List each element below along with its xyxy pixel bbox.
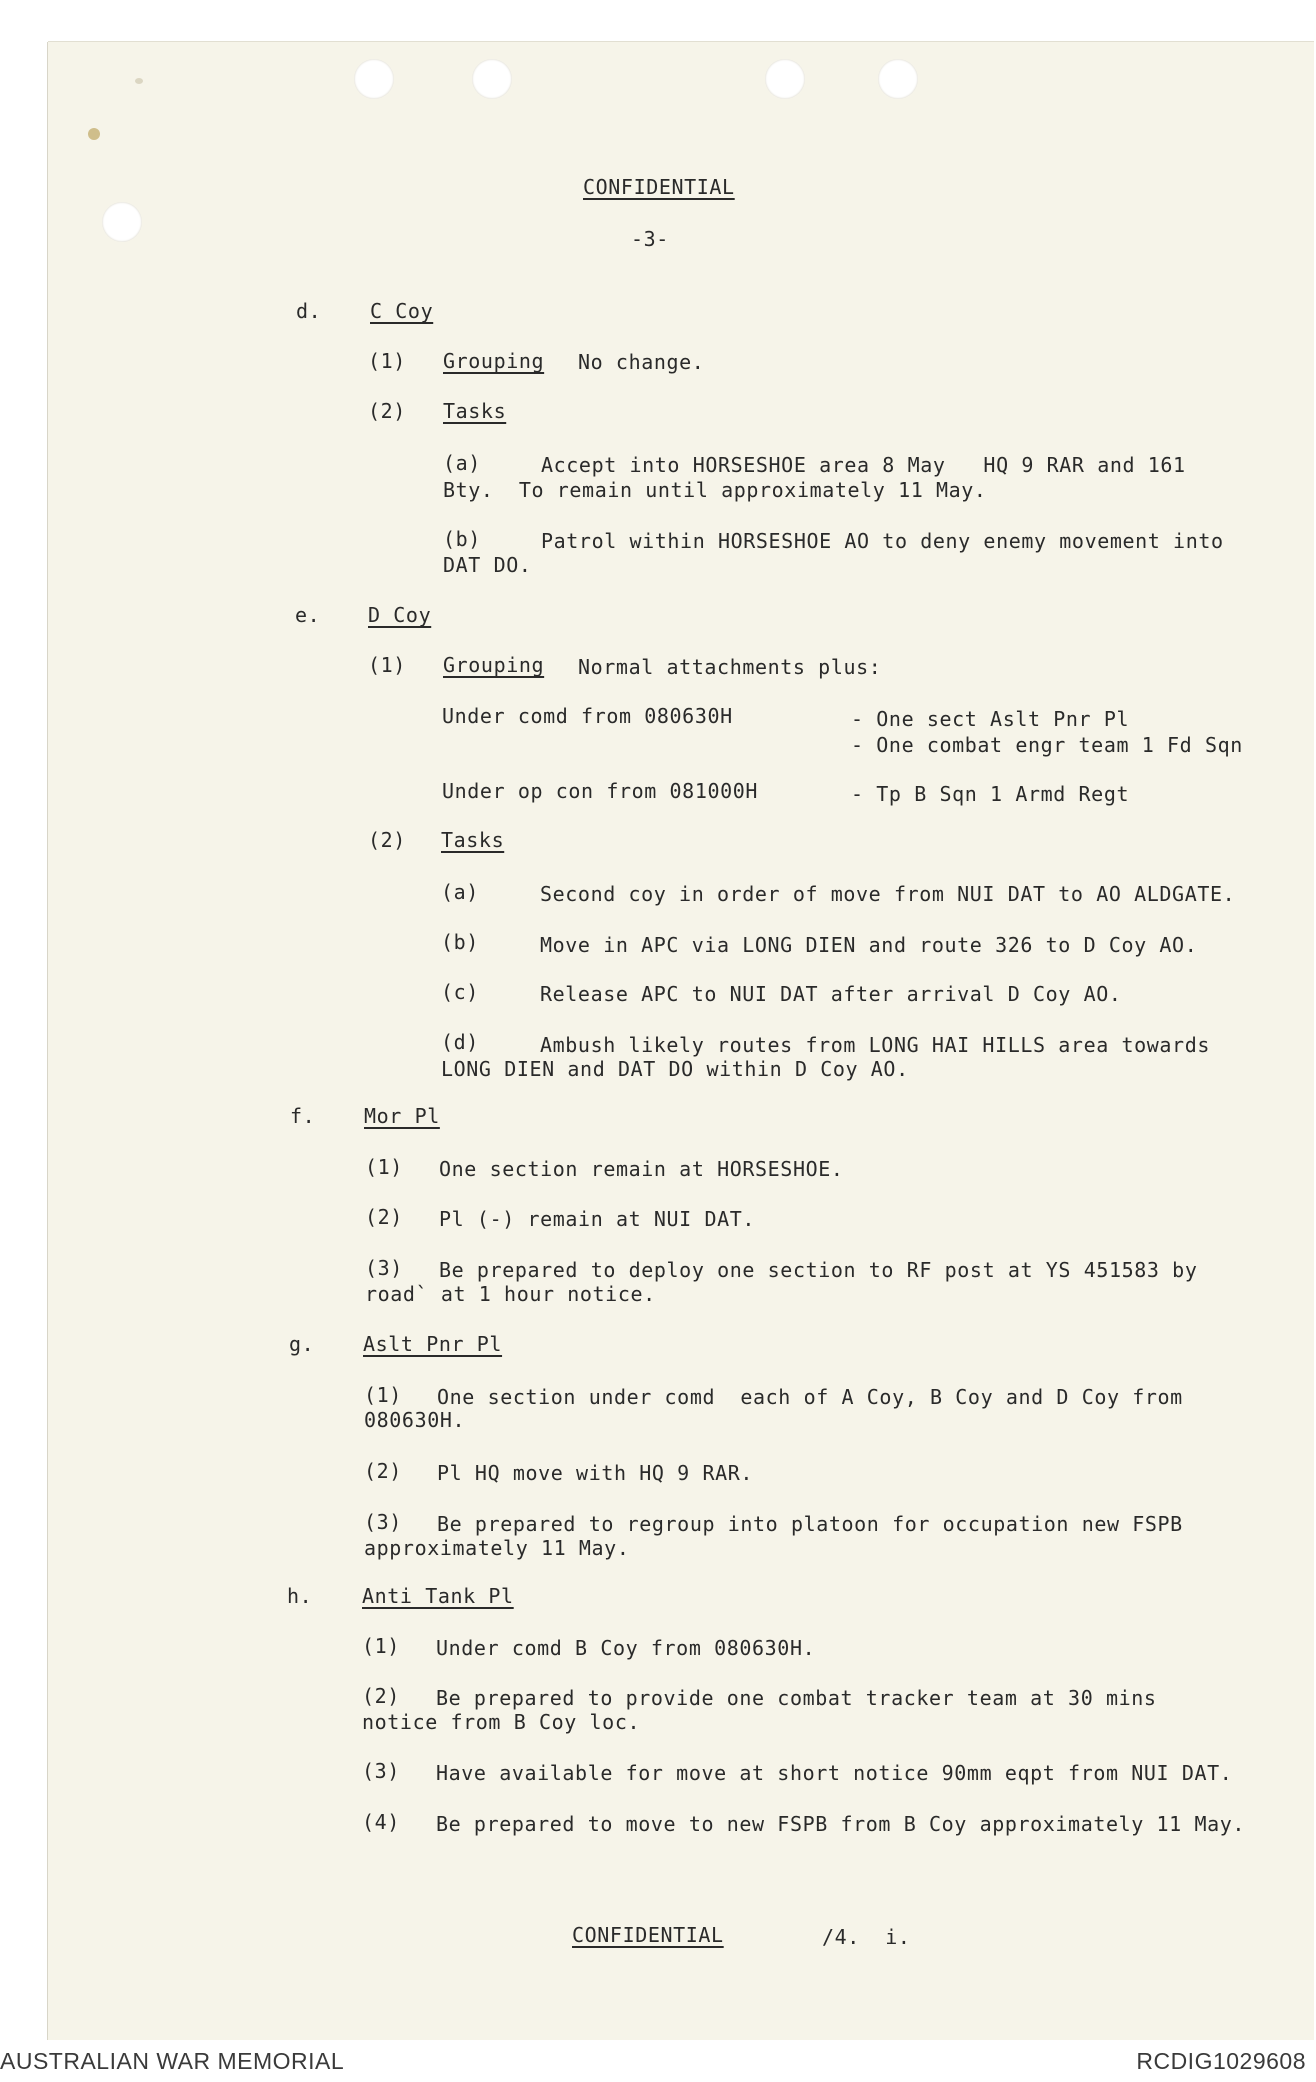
attachment-item: - One combat engr team 1 Fd Sqn	[851, 733, 1243, 757]
punch-hole	[102, 202, 142, 242]
task-text: Move in APC via LONG DIEN and route 326 to D Coy AO.	[540, 933, 1198, 957]
item-number: (2)	[368, 828, 406, 852]
section-title-anti-tank-pl: Anti Tank Pl	[362, 1584, 514, 1608]
section-letter-d: d.	[296, 299, 322, 323]
tasks-heading: Tasks	[443, 399, 507, 423]
item-text: 080630H.	[364, 1408, 466, 1432]
page-classification-footer: CONFIDENTIAL	[572, 1923, 724, 1947]
item-text: One section under comd each of A Coy, B Coy and D Coy from	[437, 1385, 1183, 1409]
item-text: Pl HQ move with HQ 9 RAR.	[437, 1461, 754, 1485]
task-text: Bty. To remain until approximately 11 May.	[443, 478, 987, 502]
punch-hole	[354, 59, 394, 99]
section-title-c-coy: C Coy	[370, 299, 434, 323]
attachment-item: - Tp B Sqn 1 Armd Regt	[851, 782, 1130, 806]
task-text: Ambush likely routes from LONG HAI HILLS area towards	[540, 1033, 1210, 1057]
item-number: (1)	[364, 1383, 402, 1407]
subitem-number: (a)	[441, 880, 479, 904]
item-text: road` at 1 hour notice.	[365, 1282, 656, 1306]
page-classification-header: CONFIDENTIAL	[583, 175, 735, 199]
punch-hole	[765, 59, 805, 99]
item-text: approximately 11 May.	[364, 1536, 630, 1560]
attachment-label: Under op con from 081000H	[442, 779, 759, 803]
item-number: (3)	[362, 1759, 400, 1783]
grouping-heading: Grouping	[443, 653, 545, 677]
item-text: Be prepared to move to new FSPB from B Coy approximately 11 May.	[436, 1812, 1246, 1836]
item-text: Be prepared to regroup into platoon for occupation new FSPB	[437, 1512, 1183, 1536]
subitem-number: (d)	[441, 1030, 479, 1054]
section-letter-g: g.	[289, 1332, 315, 1356]
item-number: (1)	[368, 349, 406, 373]
grouping-text: No change.	[578, 350, 705, 374]
item-number: (1)	[362, 1634, 400, 1658]
task-text: Patrol within HORSESHOE AO to deny enemy movement into	[541, 529, 1224, 553]
section-letter-h: h.	[287, 1584, 313, 1608]
item-text: One section remain at HORSESHOE.	[439, 1157, 844, 1181]
item-number: (3)	[364, 1510, 402, 1534]
attachment-item: - One sect Aslt Pnr Pl	[851, 707, 1130, 731]
item-number: (3)	[365, 1256, 403, 1280]
item-text: Have available for move at short notice 90mm eqpt from NUI DAT.	[436, 1761, 1233, 1785]
item-number: (1)	[365, 1155, 403, 1179]
section-letter-e: e.	[295, 603, 321, 627]
tasks-heading: Tasks	[441, 828, 505, 852]
attachment-label: Under comd from 080630H	[442, 704, 733, 728]
subitem-number: (b)	[441, 930, 479, 954]
item-text: Be prepared to deploy one section to RF post at YS 451583 by	[439, 1258, 1198, 1282]
section-title-aslt-pnr-pl: Aslt Pnr Pl	[363, 1332, 503, 1356]
subitem-number: (b)	[443, 527, 481, 551]
item-text: Pl (-) remain at NUI DAT.	[439, 1207, 756, 1231]
task-text: Accept into HORSESHOE area 8 May HQ 9 RAR and 161	[541, 453, 1186, 477]
archive-reference: RCDIG1029608	[1136, 2048, 1306, 2074]
item-text: Under comd B Coy from 080630H.	[436, 1636, 816, 1660]
item-number: (2)	[364, 1459, 402, 1483]
item-number: (2)	[362, 1684, 400, 1708]
task-text: LONG DIEN and DAT DO within D Coy AO.	[441, 1057, 909, 1081]
paper-stain	[135, 78, 143, 84]
item-number: (4)	[362, 1810, 400, 1834]
task-text: Release APC to NUI DAT after arrival D Coy AO.	[540, 982, 1122, 1006]
subitem-number: (a)	[443, 451, 481, 475]
task-text: DAT DO.	[443, 553, 532, 577]
punch-hole	[472, 59, 512, 99]
item-text: notice from B Coy loc.	[362, 1710, 641, 1734]
section-letter-f: f.	[290, 1104, 316, 1128]
section-title-d-coy: D Coy	[368, 603, 432, 627]
item-number: (2)	[365, 1205, 403, 1229]
punch-hole	[878, 59, 918, 99]
paper-stain	[88, 128, 100, 140]
page-number: -3-	[631, 227, 669, 251]
task-text: Second coy in order of move from NUI DAT to AO ALDGATE.	[540, 882, 1236, 906]
grouping-text: Normal attachments plus:	[578, 655, 882, 679]
grouping-heading: Grouping	[443, 349, 545, 373]
archive-credit: AUSTRALIAN WAR MEMORIAL	[0, 2048, 345, 2074]
item-number: (1)	[368, 653, 406, 677]
item-number: (2)	[368, 399, 406, 423]
section-title-mor-pl: Mor Pl	[364, 1104, 440, 1128]
continuation-marker: /4. i.	[822, 1925, 911, 1949]
item-text: Be prepared to provide one combat tracker team at 30 mins	[436, 1686, 1157, 1710]
subitem-number: (c)	[441, 980, 479, 1004]
